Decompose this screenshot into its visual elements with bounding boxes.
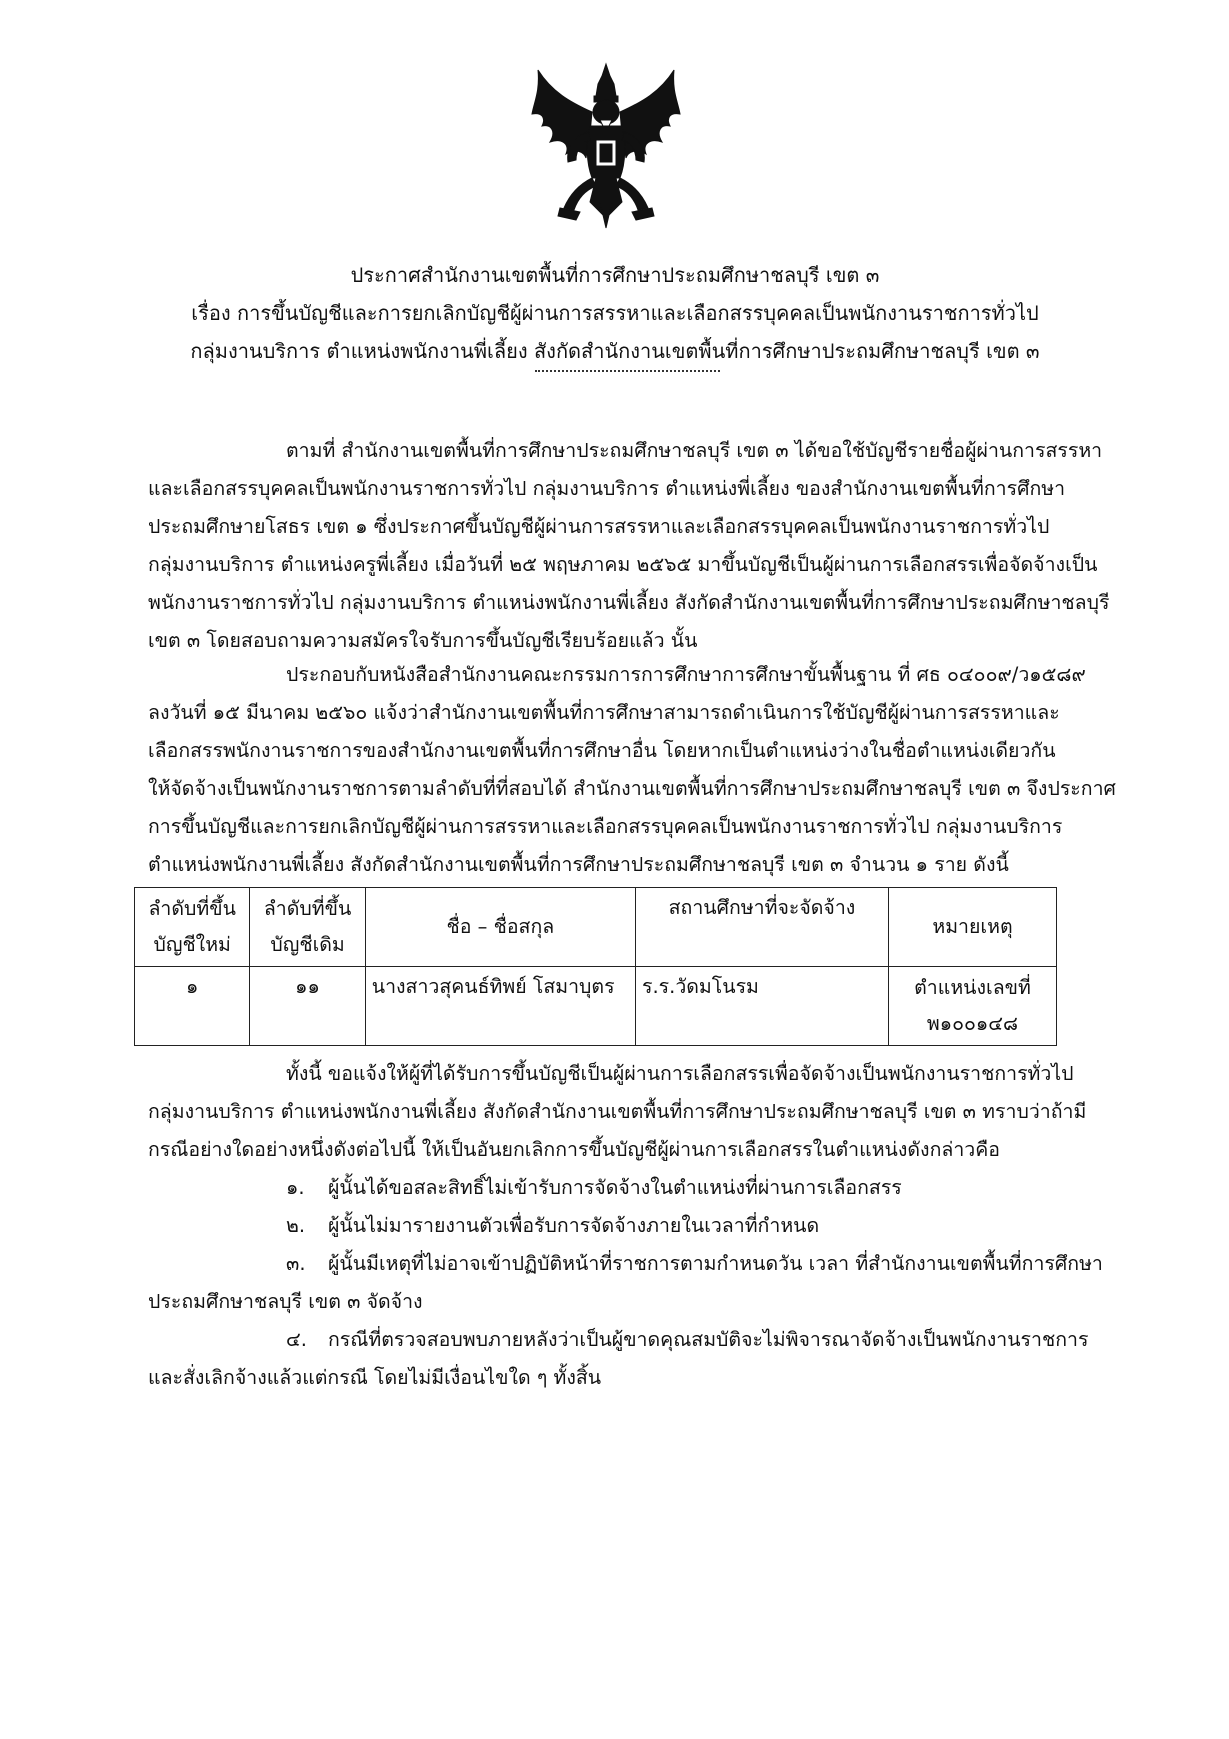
header-name: ชื่อ – ชื่อสกุล bbox=[365, 888, 635, 967]
text-line: ประกอบกับหนังสือสำนักงานคณะกรรมการการศึกษาการศึกษาขั้นพื้นฐาน ที่ ศธ ๐๔๐๐๙/ว๑๕๘๙ bbox=[286, 663, 1086, 686]
header-old-rank bbox=[250, 888, 365, 967]
cell-old-rank: ๑๑ bbox=[250, 967, 365, 1046]
header-text: ลำดับที่ขึ้น bbox=[148, 897, 236, 920]
conditions-list bbox=[148, 1169, 1108, 1397]
header-remark: หมายเหตุ bbox=[888, 888, 1056, 967]
cell-new-rank: ๑ bbox=[135, 967, 250, 1046]
text-line: ลงวันที่ ๑๕ มีนาคม ๒๕๖๐ แจ้งว่าสำนักงานเขตพื้นที่การศึกษาสามารถดำเนินการใช้บัญชีผู้ผ่านการสรรหาและ bbox=[148, 701, 1060, 724]
item-text: กรณีที่ตรวจสอบพบภายหลังว่าเป็นผู้ขาดคุณสมบัติจะไม่พิจารณาจัดจ้างเป็นพนักงานราชการ bbox=[328, 1328, 1089, 1351]
text-line: ตำแหน่งพนักงานพี่เลี้ยง สังกัดสำนักงานเขตพื้นที่การศึกษาประถมศึกษาชลบุรี เขต ๓ จำนวน ๑ ราย ดังนี้ bbox=[148, 853, 1009, 876]
text-line: ทั้งนี้ ขอแจ้งให้ผู้ที่ได้รับการขึ้นบัญชีเป็นผู้ผ่านการเลือกสรรเพื่อจัดจ้างเป็นพนักงานราชการทั่วไป bbox=[286, 1062, 1074, 1085]
item-text: ผู้นั้นมีเหตุที่ไม่อาจเข้าปฏิบัติหน้าที่ราชการตามกำหนดวัน เวลา ที่สำนักงานเขตพื้นที่การศึกษา bbox=[328, 1252, 1103, 1275]
announcement-title bbox=[120, 256, 1110, 370]
remark-text: ตำแหน่งเลขที่ bbox=[914, 976, 1031, 999]
text-line: เขต ๓ โดยสอบถามความสมัครใจรับการขึ้นบัญชีเรียบร้อยแล้ว นั้น bbox=[148, 629, 698, 652]
list-item bbox=[148, 1245, 1108, 1283]
header-text: ลำดับที่ขึ้น bbox=[263, 897, 352, 920]
paragraph-3 bbox=[148, 1055, 1108, 1169]
item-text: ผู้นั้นได้ขอสละสิทธิ์ไม่เข้ารับการจัดจ้างในตำแหน่งที่ผ่านการเลือกสรร bbox=[328, 1176, 902, 1199]
text-line: เลือกสรรพนักงานราชการของสำนักงานเขตพื้นที่การศึกษาอื่น โดยหากเป็นตำแหน่งว่างในชื่อตำแหน่งเดียวกัน bbox=[148, 739, 1056, 762]
cell-remark bbox=[888, 967, 1056, 1046]
text-line: และเลือกสรรบุคคลเป็นพนักงานราชการทั่วไป กลุ่มงานบริการ ตำแหน่งพี่เลี้ยง ของสำนักงานเขตพื้นที่การศึกษา bbox=[148, 477, 1066, 500]
remark-text: พ๑๐๐๑๔๘ bbox=[926, 1012, 1019, 1035]
candidate-table bbox=[134, 887, 1057, 1046]
item-number: ๓. bbox=[286, 1252, 306, 1275]
text-line: ประถมศึกษายโสธร เขต ๑ ซึ่งประกาศขึ้นบัญชีผู้ผ่านการสรรหาและเลือกสรรบุคคลเป็นพนักงานราชการทั่วไป bbox=[148, 515, 1050, 538]
item-number: ๔. bbox=[286, 1328, 307, 1351]
text-line: กลุ่มงานบริการ ตำแหน่งพนักงานพี่เลี้ยง สังกัดสำนักงานเขตพื้นที่การศึกษาประถมศึกษาชลบุรี เขต ๓ ทราบว่าถ้ามี bbox=[148, 1100, 1087, 1123]
paragraph-2 bbox=[148, 656, 1116, 884]
item-number: ๑. bbox=[286, 1176, 305, 1199]
header-new-rank bbox=[135, 888, 250, 967]
cell-name: นางสาวสุคนธ์ทิพย์ โสมาบุตร bbox=[365, 967, 635, 1046]
cell-school: ร.ร.วัดมโนรม bbox=[635, 967, 888, 1046]
title-line: ประกาศสำนักงานเขตพื้นที่การศึกษาประถมศึกษาชลบุรี เขต ๓ bbox=[350, 263, 880, 287]
header-text: บัญชีใหม่ bbox=[153, 933, 231, 956]
list-item bbox=[148, 1321, 1108, 1359]
item-text: ผู้นั้นไม่มารายงานตัวเพื่อรับการจัดจ้างภายในเวลาที่กำหนด bbox=[328, 1214, 820, 1237]
header-school: สถานศึกษาที่จะจัดจ้าง bbox=[635, 888, 888, 967]
text-line: การขึ้นบัญชีและการยกเลิกบัญชีผู้ผ่านการสรรหาและเลือกสรรบุคคลเป็นพนักงานราชการทั่วไป กลุ่มงานบริการ bbox=[148, 815, 1063, 838]
divider-dots bbox=[535, 370, 720, 372]
text-line: ให้จัดจ้างเป็นพนักงานราชการตามลำดับที่ที่สอบได้ สำนักงานเขตพื้นที่การศึกษาประถมศึกษาชลบุรี เขต ๓ จึงประกาศ bbox=[148, 777, 1116, 800]
text-line: พนักงานราชการทั่วไป กลุ่มงานบริการ ตำแหน่งพนักงานพี่เลี้ยง สังกัดสำนักงานเขตพื้นที่การศึกษาประถมศึกษาชลบุรี bbox=[148, 591, 1110, 614]
paragraph-1 bbox=[148, 432, 1108, 660]
subject-line: เรื่อง การขึ้นบัญชีและการยกเลิกบัญชีผู้ผ่านการสรรหาและเลือกสรรบุคคลเป็นพนักงานราชการทั่วไป bbox=[191, 301, 1039, 325]
item-continuation: และสั่งเลิกจ้างแล้วแต่กรณี โดยไม่มีเงื่อนไขใด ๆ ทั้งสิ้น bbox=[148, 1366, 602, 1389]
garuda-emblem-icon bbox=[530, 62, 682, 232]
table-row bbox=[135, 967, 1057, 1046]
header-text: บัญชีเดิม bbox=[270, 933, 345, 956]
text-line: ตามที่ สำนักงานเขตพื้นที่การศึกษาประถมศึกษาชลบุรี เขต ๓ ได้ขอใช้บัญชีรายชื่อผู้ผ่านการสรรหา bbox=[286, 439, 1103, 462]
subject-line: กลุ่มงานบริการ ตำแหน่งพนักงานพี่เลี้ยง สังกัดสำนักงานเขตพื้นที่การศึกษาประถมศึกษาชลบุรี เขต ๓ bbox=[190, 339, 1040, 363]
item-number: ๒. bbox=[286, 1214, 306, 1237]
text-line: กลุ่มงานบริการ ตำแหน่งครูพี่เลี้ยง เมื่อวันที่ ๒๕ พฤษภาคม ๒๕๖๕ มาขึ้นบัญชีเป็นผู้ผ่านการเลือกสรรเพื่อจัดจ้างเป็น bbox=[148, 553, 1098, 576]
item-continuation: ประถมศึกษาชลบุรี เขต ๓ จัดจ้าง bbox=[148, 1290, 423, 1313]
table-header-row bbox=[135, 888, 1057, 967]
text-line: กรณีอย่างใดอย่างหนึ่งดังต่อไปนี้ ให้เป็นอันยกเลิกการขึ้นบัญชีผู้ผ่านการเลือกสรรในตำแหน่งดังกล่าวคือ bbox=[148, 1138, 1000, 1161]
list-item bbox=[148, 1207, 1108, 1245]
list-item bbox=[148, 1169, 1108, 1207]
